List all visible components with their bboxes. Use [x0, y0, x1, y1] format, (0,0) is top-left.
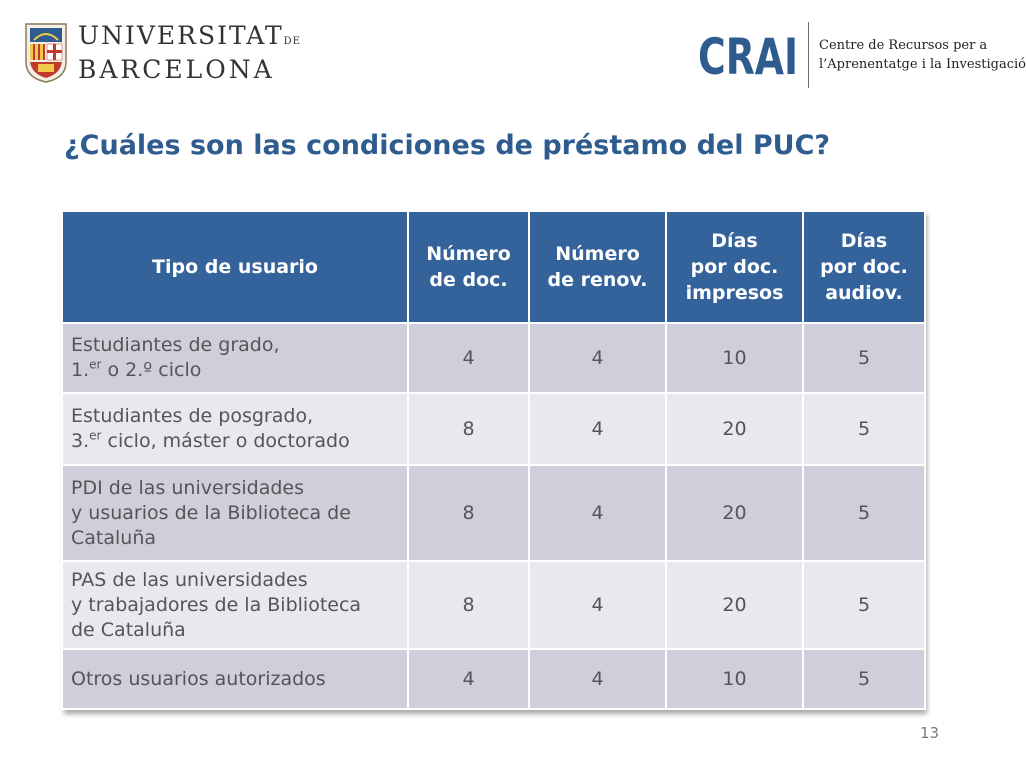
cell-num-renewals: 4 — [529, 465, 666, 561]
cell-days-printed: 20 — [666, 561, 803, 649]
cell-num-renewals: 4 — [529, 561, 666, 649]
table-row — [62, 649, 925, 709]
cell-num-docs: 4 — [408, 323, 529, 393]
ub-seal-icon — [24, 22, 68, 84]
cell-days-printed: 10 — [666, 323, 803, 393]
cell-days-audiovisual: 5 — [803, 649, 925, 709]
table-row — [62, 323, 925, 393]
crai-mark-icon — [698, 28, 798, 86]
cell-user-type: PDI de las universidades y usuarios de la Biblioteca de Cataluña — [62, 465, 408, 561]
cell-num-docs: 8 — [408, 561, 529, 649]
table-row — [62, 393, 925, 465]
cell-days-printed: 20 — [666, 393, 803, 465]
table-row — [62, 465, 925, 561]
cell-user-type: Estudiantes de grado, 1.$^{er}$ o 2.º ciclo — [62, 323, 408, 393]
cell-days-printed: 10 — [666, 649, 803, 709]
crai-line2: l’Aprenentatge i la Investigació — [819, 57, 1026, 72]
ub-logo — [24, 22, 301, 84]
cell-num-renewals: 4 — [529, 649, 666, 709]
cell-num-docs: 4 — [408, 649, 529, 709]
loan-conditions-table — [61, 210, 924, 710]
cell-days-audiovisual: 5 — [803, 323, 925, 393]
page-title: ¿Cuáles son las condiciones de préstamo del PUC? — [64, 130, 831, 161]
cell-days-audiovisual: 5 — [803, 393, 925, 465]
header-num-docs: Número de doc. — [408, 211, 529, 323]
crai-mark — [698, 28, 798, 86]
page-number: 13 — [920, 724, 940, 742]
header-user-type: Tipo de usuario — [62, 211, 408, 323]
cell-user-type: PAS de las universidades y trabajadores de la Biblioteca de Cataluña — [62, 561, 408, 649]
crai-description — [819, 36, 1026, 74]
cell-num-renewals: 4 — [529, 323, 666, 393]
cell-num-renewals: 4 — [529, 393, 666, 465]
ub-name-line1: UNIVERSITATDE — [78, 21, 301, 50]
table-header-row — [62, 211, 925, 323]
cell-days-audiovisual: 5 — [803, 561, 925, 649]
crai-logo — [698, 22, 1026, 88]
ub-name-line2: BARCELONA — [78, 55, 275, 84]
cell-num-docs: 8 — [408, 465, 529, 561]
crai-mark-text: CRAI — [698, 28, 798, 86]
cell-days-audiovisual: 5 — [803, 465, 925, 561]
table-row — [62, 561, 925, 649]
header-days-printed: Días por doc. impresos — [666, 211, 803, 323]
header-num-renewals: Número de renov. — [529, 211, 666, 323]
cell-days-printed: 20 — [666, 465, 803, 561]
cell-user-type: Otros usuarios autorizados — [62, 649, 408, 709]
cell-num-docs: 8 — [408, 393, 529, 465]
crai-separator — [808, 22, 809, 88]
crai-line1: Centre de Recursos per a — [819, 38, 988, 53]
header-days-audiovisual: Días por doc. audiov. — [803, 211, 925, 323]
cell-user-type: Estudiantes de posgrado, 3.$^{er}$ ciclo, máster o doctorado — [62, 393, 408, 465]
